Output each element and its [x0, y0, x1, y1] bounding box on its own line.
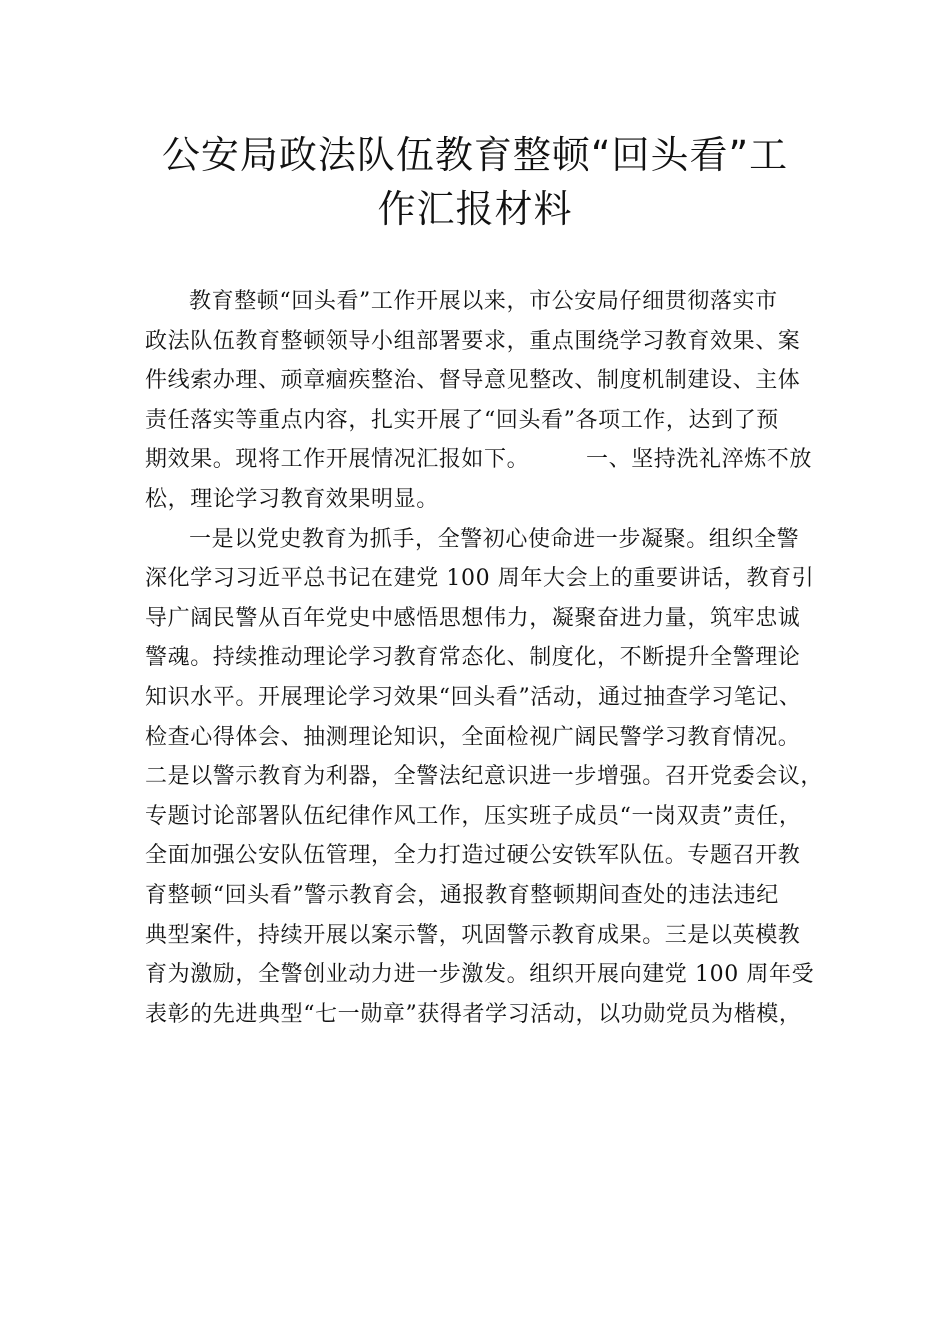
body-line: 深化学习习近平总书记在建党 100 周年大会上的重要讲话，教育引: [145, 566, 815, 592]
body-line: 知识水平。开展理论学习效果“回头看”活动，通过抽查学习笔记、: [145, 684, 802, 710]
title-line-1: 公安局政法队伍教育整顿“回头看”工: [161, 133, 789, 177]
title-line-2: 作汇报材料: [377, 187, 573, 231]
body-line: 松，理论学习教育效果明显。: [145, 486, 439, 512]
body-line: 典型案件，持续开展以案示警，巩固警示教育成果。三是以英模教: [145, 922, 801, 948]
body-line: 责任落实等重点内容，扎实开展了“回头看”各项工作，达到了预: [145, 407, 779, 433]
body-line: 专题讨论部署队伍纪律作风工作，压实班子成员“一岗双责”责任，: [145, 803, 802, 829]
body-line: 期效果。现将工作开展情况汇报如下。 一、坚持洗礼淬炼不放: [145, 447, 813, 473]
body-line: 警魂。持续推动理论学习教育常态化、制度化，不断提升全警理论: [145, 645, 801, 671]
body-line: 导广阔民警从百年党史中感悟思想伟力，凝聚奋进力量，筑牢忠诚: [145, 605, 801, 631]
body-line: 检查心得体会、抽测理论知识，全面检视广阔民警学习教育情况。: [145, 724, 801, 750]
body-line: 全面加强公安队伍管理，全力打造过硬公安铁军队伍。专题召开教: [145, 843, 801, 869]
document-title: [140, 128, 810, 236]
document-body: [145, 282, 825, 1034]
body-line: 教育整顿“回头看”工作开展以来，市公安局仔细贯彻落实市: [189, 289, 778, 314]
body-line: 件线索办理、顽章痼疾整治、督导意见整改、制度机制建设、主体: [145, 368, 801, 394]
body-line: 一是以党史教育为抓手，全警初心使命进一步凝聚。组织全警: [189, 526, 800, 552]
body-line: 政法队伍教育整顿领导小组部署要求，重点围绕学习教育效果、案: [145, 328, 801, 354]
body-line: 育为激励，全警创业动力进一步激发。组织开展向建党 100 周年受: [145, 962, 815, 988]
body-line: 二是以警示教育为利器，全警法纪意识进一步增强。召开党委会议，: [145, 764, 824, 790]
body-line: 表彰的先进典型“七一勋章”获得者学习活动，以功勋党员为楷模，: [145, 1001, 802, 1027]
body-line: 育整顿“回头看”警示教育会，通报教育整顿期间查处的违法违纪: [145, 882, 779, 908]
